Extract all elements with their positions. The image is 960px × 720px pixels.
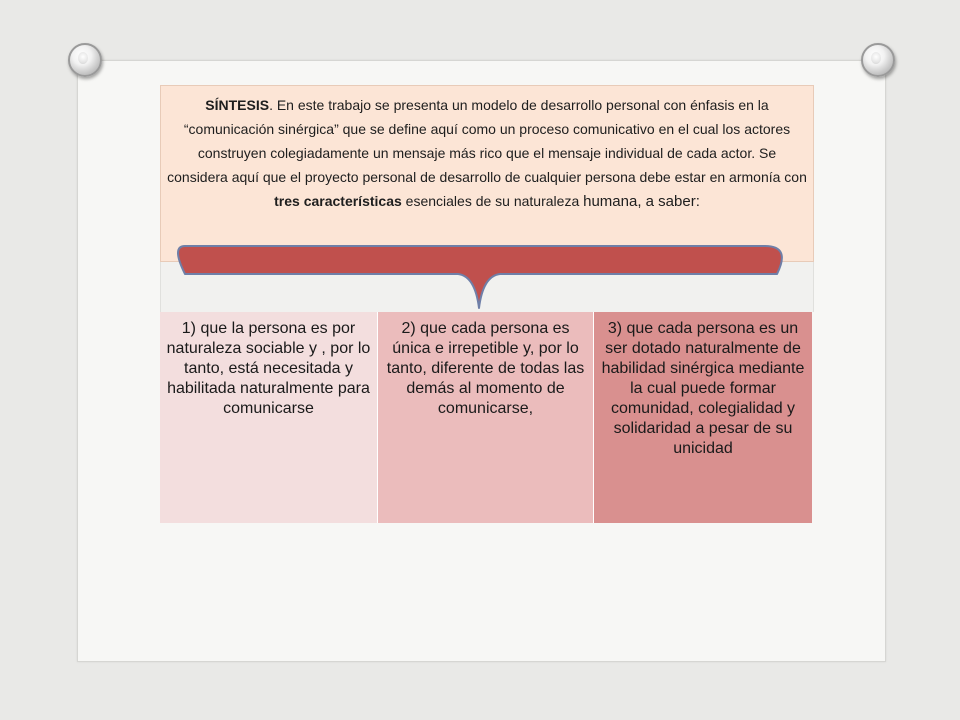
synopsis-text	[167, 93, 807, 214]
synopsis-heading: SÍNTESIS	[205, 97, 270, 113]
characteristics-row	[160, 312, 812, 523]
synopsis-emphasis: tres características	[274, 193, 402, 209]
brace-path	[178, 246, 782, 308]
characteristic-1: 1) que la persona es por naturaleza sociable y , por lo tanto, está necesitada y habilitada naturalmente para comunicarse	[160, 312, 378, 523]
pushpin-icon	[861, 43, 895, 77]
synopsis-box	[160, 85, 814, 262]
synopsis-continuation: esenciales de su naturaleza	[401, 193, 584, 209]
synopsis-ending: humana, a saber:	[583, 193, 700, 210]
characteristic-2: 2) que cada persona es única e irrepetible y, por lo tanto, diferente de todas las demás al momento de comunicarse,	[378, 312, 594, 523]
synopsis-intro: . En este trabajo se presenta un modelo de desarrollo personal con énfasis en la “comunicación sinérgica” que se define aquí como un proceso comunicativo en el cual los actores construyen colegiadamente un mensaje más rico que el mensaje individual de cada actor. Se considera aquí que el proyecto personal de desarrollo de cualquier persona debe estar en armonía con	[167, 97, 807, 185]
characteristic-3: 3) que cada persona es un ser dotado naturalmente de habilidad sinérgica mediante la cual puede formar comunidad, colegialidad y solidaridad a pesar de su unicidad	[594, 312, 812, 523]
pushpin-icon	[68, 43, 102, 77]
curly-brace-shape	[165, 238, 807, 310]
